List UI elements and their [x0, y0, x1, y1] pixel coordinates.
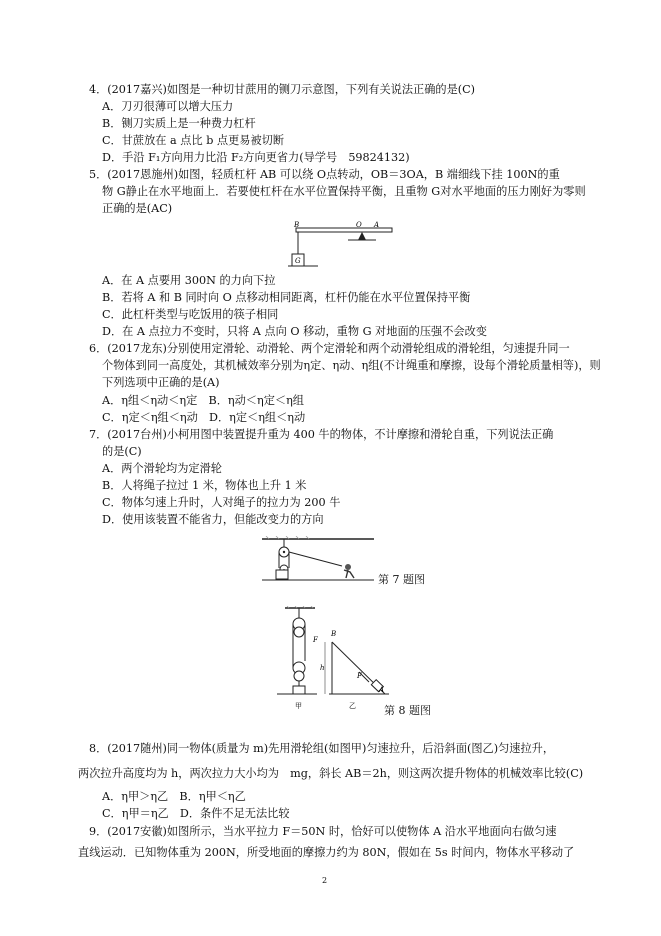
q6-option-cd: C．η定＜η组＜η动 D．η定＜η组＜η动 — [102, 411, 306, 424]
q4-stem: 4．(2017嘉兴)如图是一种切甘蔗用的铡刀示意图，下列有关说法正确的是(C) — [89, 83, 476, 96]
q5-option-d: D．在 A 点拉力不变时，只将 A 点向 O 移动，重物 G 对地面的压强不会改变 — [102, 325, 487, 338]
q8-label-h: h — [320, 664, 325, 672]
q5-option-c: C．此杠杆类型与吃饭用的筷子相同 — [102, 308, 279, 321]
q8-figure-caption: 第 8 题图 — [384, 704, 431, 717]
q4-option-d: D．手沿 F₁方向用力比沿 F₂方向更省力(导学号 59824132) — [102, 151, 410, 164]
q5-label-g: G — [295, 257, 301, 265]
q5-stem-line3: 正确的是(AC) — [102, 202, 173, 215]
q8-label-yi: 乙 — [349, 702, 356, 710]
q8-label-f2: F — [357, 672, 362, 680]
q7-option-d: D．使用该装置不能省力，但能改变力的方向 — [102, 513, 324, 526]
q5-label-a: A — [374, 221, 380, 229]
q8-stem-line1: 8．(2017随州)同一物体(质量为 m)先用滑轮组(如图甲)匀速拉升，后沿斜面(图乙)匀速拉升， — [89, 742, 555, 755]
q8-stem-line2: 两次拉升高度均为 h，两次拉力大小均为 mg，斜长 AB＝2h，则这两次提升物体的机械效率比较(C) — [78, 767, 584, 780]
q5-option-a: A．在 A 点要用 300N 的力向下拉 — [102, 274, 276, 287]
q5-stem-line2: 物 G静止在水平地面上．若要使杠杆在水平位置保持平衡，且重物 G对水平地面的压力刚好为零则 — [102, 185, 586, 198]
q5-lever-figure — [288, 218, 400, 270]
q5-option-b: B．若将 A 和 B 同时向 O 点移动相同距离，杠杆仍能在水平位置保持平衡 — [102, 291, 471, 304]
q9-stem-line1: 9．(2017安徽)如图所示，当水平拉力 F＝50N 时，恰好可以使物体 A 沿水平地面向右做匀速 — [89, 825, 557, 838]
q8-figure — [277, 606, 389, 724]
q8-label-f1: F — [313, 636, 318, 644]
q5-stem-line1: 5．(2017恩施州)如图，轻质杠杆 AB 可以绕 O点转动，OB＝3OA，B 端细线下挂 100N的重 — [89, 168, 560, 181]
q9-stem-line2: 直线运动．已知物体重为 200N，所受地面的摩擦力约为 80N，假如在 5s 时间内，物体水平移动了 — [78, 846, 575, 859]
q8-label-a: A — [379, 686, 385, 694]
q8-option-cd: C．η甲＝η乙 D．条件不足无法比较 — [102, 807, 290, 820]
q7-stem-line2: 的是(C) — [102, 445, 142, 458]
q6-stem-line3: 下列选项中正确的是(A) — [102, 376, 220, 389]
q6-stem-line1: 6．(2017龙东)分别使用定滑轮、动滑轮、两个定滑轮和两个动滑轮组成的滑轮组，匀速提升同一 — [89, 342, 570, 355]
q6-option-ab: A．η组＜η动＜η定 B．η动＜η定＜η组 — [102, 394, 304, 407]
q7-stem-line1: 7．(2017台州)小柯用图中装置提升重为 400 牛的物体，不计摩擦和滑轮自重，下列说法正确 — [89, 428, 554, 441]
q8-option-ab: A．η甲＞η乙 B．η甲＜η乙 — [102, 790, 246, 803]
q4-option-c: C．甘蔗放在 a 点比 b 点更易被切断 — [102, 134, 285, 147]
q7-option-a: A．两个滑轮均为定滑轮 — [102, 462, 222, 475]
q8-label-b: B — [331, 630, 337, 638]
q5-label-o: O — [356, 221, 362, 229]
q5-label-b: B — [294, 221, 300, 229]
q7-option-b: B．人将绳子拉过 1 米，物体也上升 1 米 — [102, 479, 307, 492]
q7-option-c: C．物体匀速上升时，人对绳子的拉力为 200 牛 — [102, 496, 341, 509]
q6-stem-line2: 个物体到同一高度处，其机械效率分别为η定、η动、η组(不计绳重和摩擦，设每个滑轮质量相等)，则 — [102, 359, 601, 372]
q4-option-a: A．刀刃很薄可以增大压力 — [102, 100, 234, 113]
q7-pulley-figure — [262, 536, 374, 582]
q8-label-jia: 甲 — [295, 702, 302, 710]
page-number: 2 — [322, 876, 328, 885]
q7-figure-caption: 第 7 题图 — [378, 573, 425, 586]
q4-option-b: B．铡刀实质上是一种费力杠杆 — [102, 117, 256, 130]
